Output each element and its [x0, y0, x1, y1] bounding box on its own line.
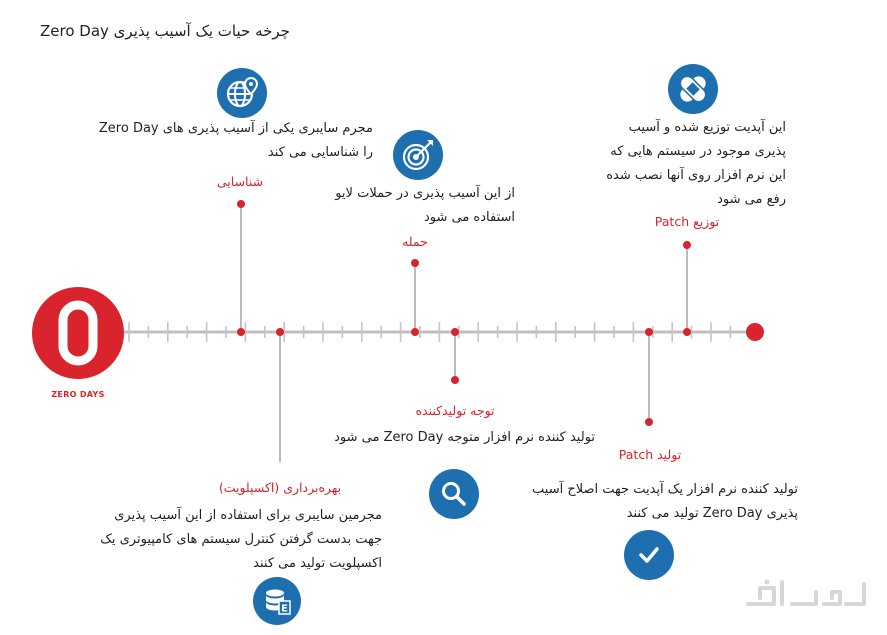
dot-vendor-attention-axis — [451, 328, 459, 336]
timeline-end-dot — [746, 323, 764, 341]
patch-distribution-text: این آپدیت توزیع شده و آسیب پذیری موجود در سیستم هایی که این نرم افزار روی آنها نصب شده رفع می شود — [606, 120, 786, 207]
zero-days-logo — [32, 287, 124, 379]
patch-production-label: تولید Patch — [618, 447, 682, 462]
bandage-icon — [668, 64, 718, 114]
exploitation-text: مجرمین سایبری برای استفاده از این آسیب پذیری جهت بدست گرفتن کنترل سیستم های کامپیوتری یک اکسپلویت تولید می کنند — [100, 508, 382, 571]
check-icon — [624, 530, 674, 580]
dot-attack-axis — [411, 328, 419, 336]
globe-location-icon — [217, 68, 267, 118]
attack-text: از این آسیب پذیری در حملات لایو استفاده می شود — [335, 186, 515, 225]
zero-glyph-icon — [32, 287, 124, 379]
attack-label: حمله — [402, 234, 428, 249]
dot-vendor-attention-bottom — [451, 376, 459, 384]
diagram-title: چرخه حیات یک آسیب پذیری Zero Day — [40, 22, 290, 40]
zero-days-logo-text: ZERO DAYS — [51, 390, 105, 399]
dot-discovery-axis — [237, 328, 245, 336]
dot-exploitation-axis — [276, 328, 284, 336]
dot-discovery-top — [237, 200, 245, 208]
dot-patch-distribution-axis — [683, 328, 691, 336]
target-arrow-icon — [393, 130, 443, 180]
dot-attack-top — [411, 259, 419, 267]
patch-production-text: تولید کننده نرم افزار یک آپدیت جهت اصلاح آسیب پذیری Zero Day تولید می کنند — [532, 482, 798, 521]
vendor-attention-text: تولید کننده نرم افزار متوجه Zero Day می شود — [334, 430, 595, 445]
timeline-dots — [237, 200, 764, 426]
discovery-label: شناسایی — [216, 174, 264, 189]
svg-text:E: E — [281, 603, 288, 615]
dot-patch-production-bottom — [645, 418, 653, 426]
faradars-watermark-logo — [742, 574, 870, 614]
dot-patch-distribution-top — [683, 241, 691, 249]
patch-distribution-label: توزیع Patch — [654, 214, 720, 229]
exploitation-label: بهره‌برداری (اکسپلویت) — [218, 480, 342, 495]
database-exploit-icon — [253, 577, 301, 625]
search-icon — [429, 469, 479, 519]
discovery-text: مجرم سایبری یکی از آسیب پذیری های Zero Day را شناسایی می کند — [98, 121, 373, 160]
dot-patch-production-axis — [645, 328, 653, 336]
vendor-attention-label: توجه تولیدکننده — [415, 403, 495, 418]
